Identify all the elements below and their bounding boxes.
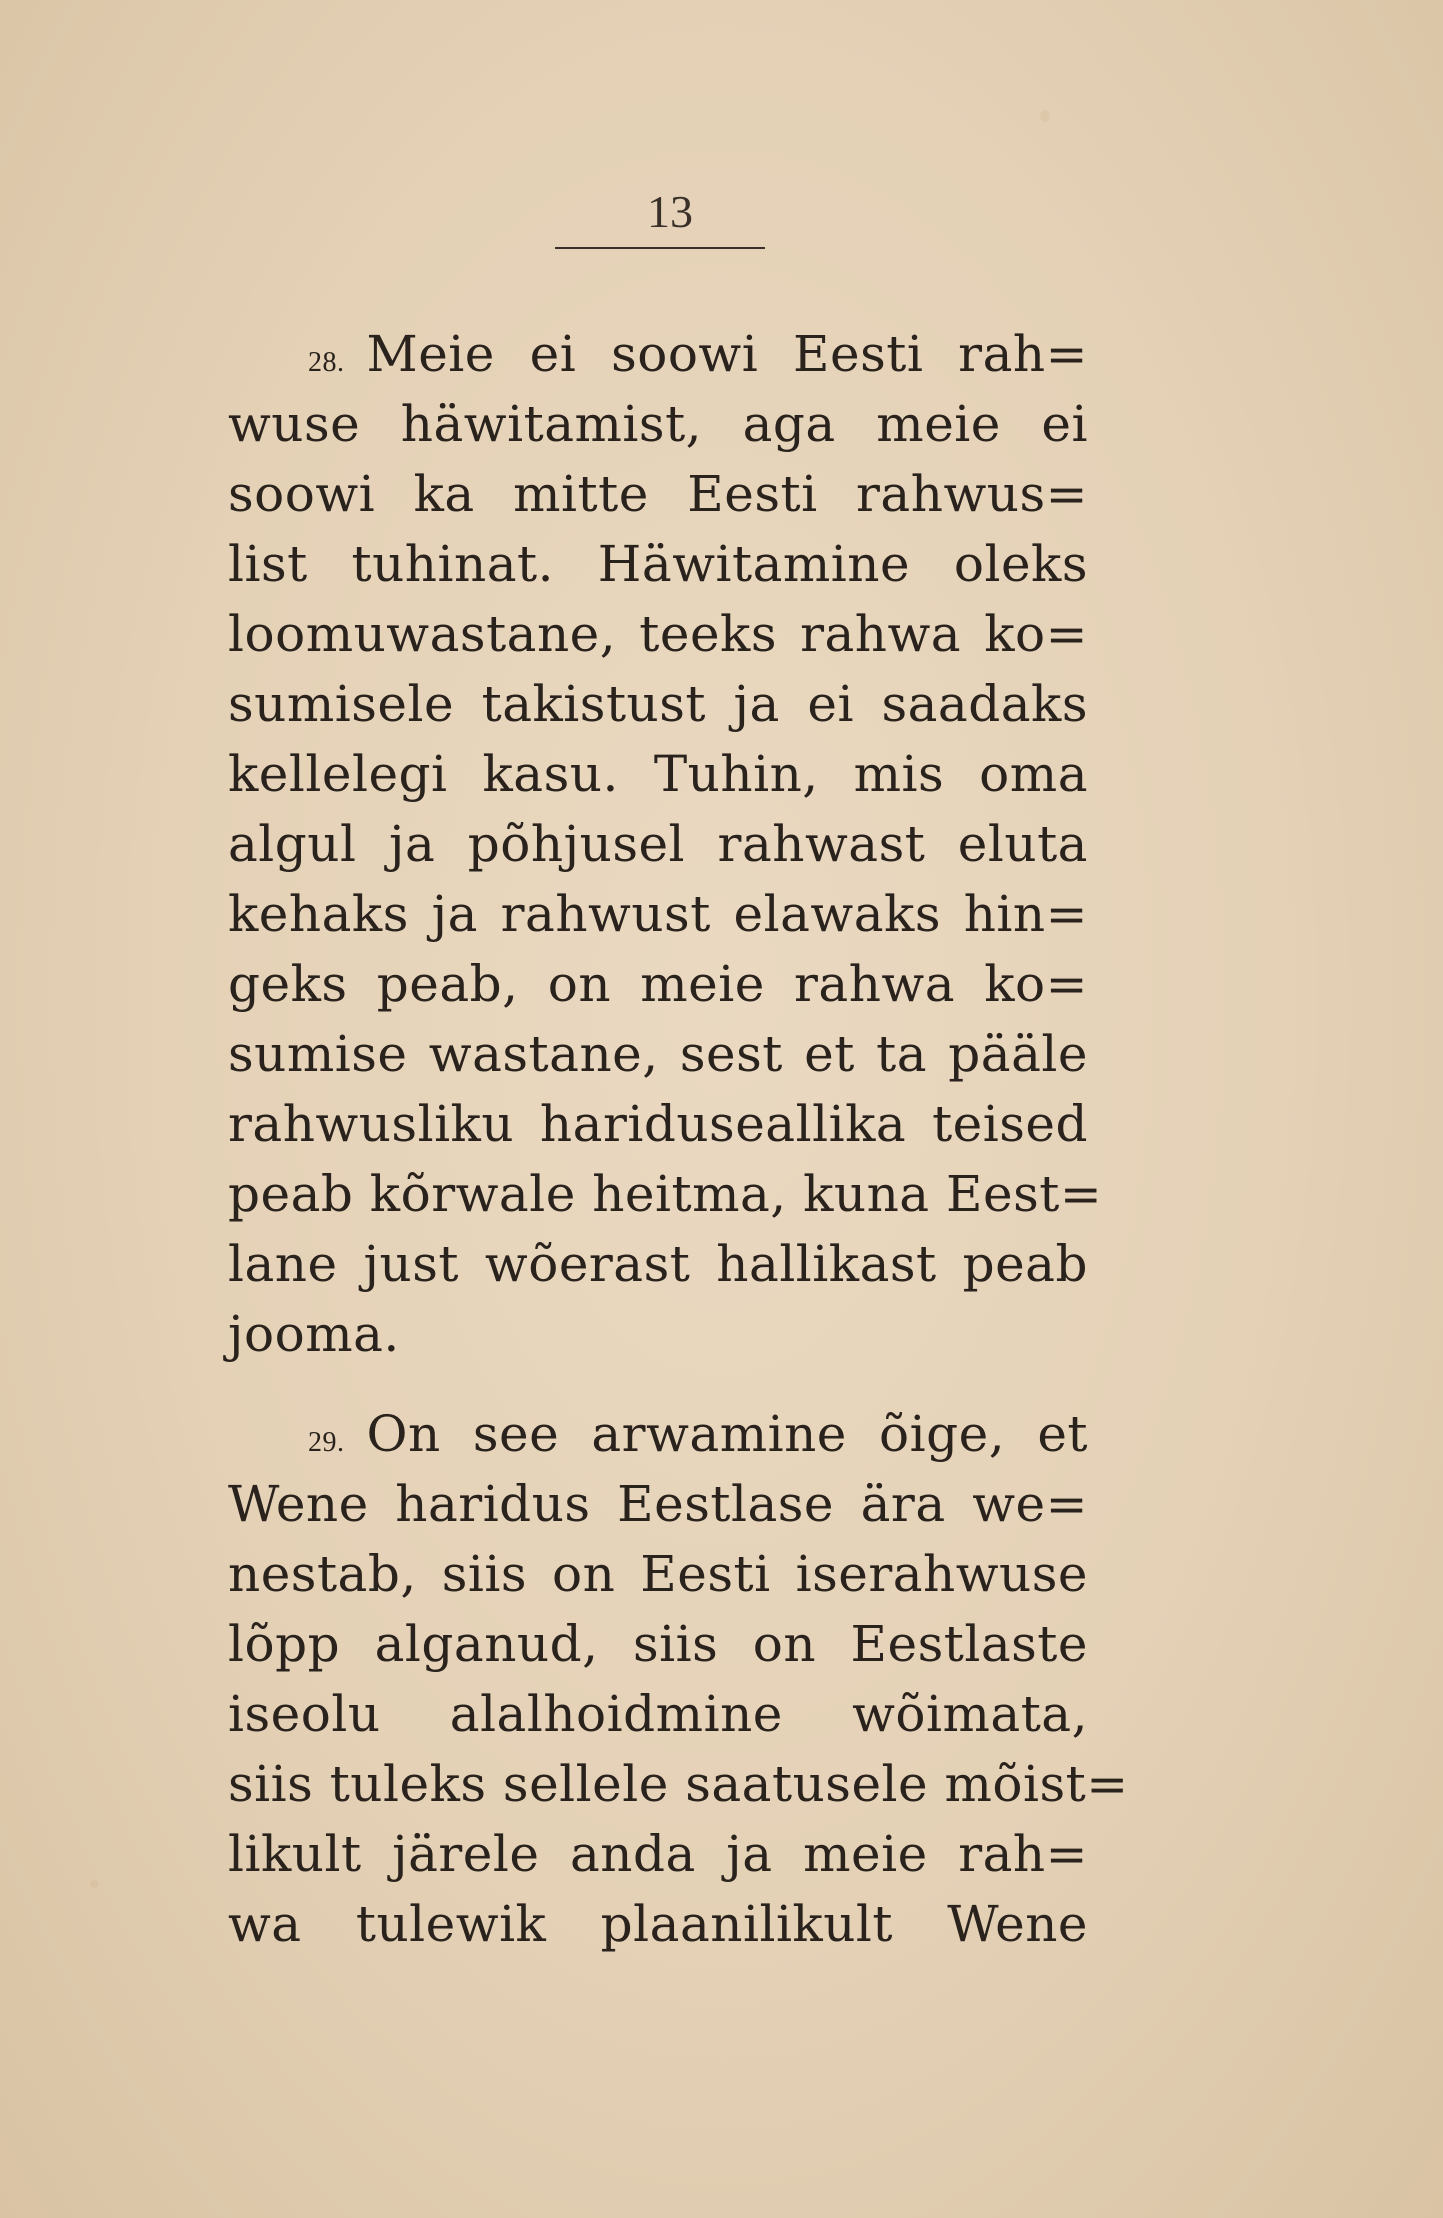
text-line: lane just wõerast hallikast peab — [228, 1235, 1088, 1293]
text-line — [228, 320, 1088, 388]
page-number: 13 — [647, 186, 693, 237]
text-line: algul ja põhjusel rahwast eluta — [228, 815, 1088, 873]
text-line: lõpp alganud, siis on Eestlaste — [228, 1615, 1088, 1673]
text-line: sumise wastane, sest et ta pääle — [228, 1025, 1088, 1083]
text-line: likult järele anda ja meie rah= — [228, 1825, 1088, 1883]
paper-stain — [90, 1880, 98, 1888]
page-number-rule — [555, 247, 765, 249]
text-line: soowi ka mitte Eesti rahwus= — [228, 465, 1088, 523]
text-line: Wene haridus Eestlase ära we= — [228, 1475, 1088, 1533]
text-line: jooma. — [228, 1305, 400, 1363]
text-line: rahwusliku hariduseallika teised — [228, 1095, 1088, 1153]
text-line — [228, 1400, 1088, 1468]
text-line: iseolu alalhoidmine wõimata, — [228, 1685, 1088, 1743]
paragraph-number: 29. — [308, 1427, 345, 1458]
text-line: siis tuleks sellele saatusele mõist= — [228, 1755, 1129, 1813]
text-line: wa tulewik plaanilikult Wene — [228, 1895, 1088, 1953]
line-text: Meie ei soowi Eesti rah= — [366, 325, 1088, 383]
text-line: kellelegi kasu. Tuhin, mis oma — [228, 745, 1088, 803]
text-line: kehaks ja rahwust elawaks hin= — [228, 885, 1088, 943]
paper-stain — [1040, 110, 1050, 122]
line-text: On see arwamine õige, et — [366, 1405, 1088, 1463]
text-line: peab kõrwale heitma, kuna Eest= — [228, 1165, 1103, 1223]
text-line: loomuwastane, teeks rahwa ko= — [228, 605, 1088, 663]
text-line: sumisele takistust ja ei saadaks — [228, 675, 1088, 733]
text-line: list tuhinat. Häwitamine oleks — [228, 535, 1088, 593]
text-line: geks peab, on meie rahwa ko= — [228, 955, 1088, 1013]
paragraph-number: 28. — [308, 347, 345, 378]
text-line: nestab, siis on Eesti iserahwuse — [228, 1545, 1088, 1603]
text-line: wuse häwitamist, aga meie ei — [228, 395, 1088, 453]
